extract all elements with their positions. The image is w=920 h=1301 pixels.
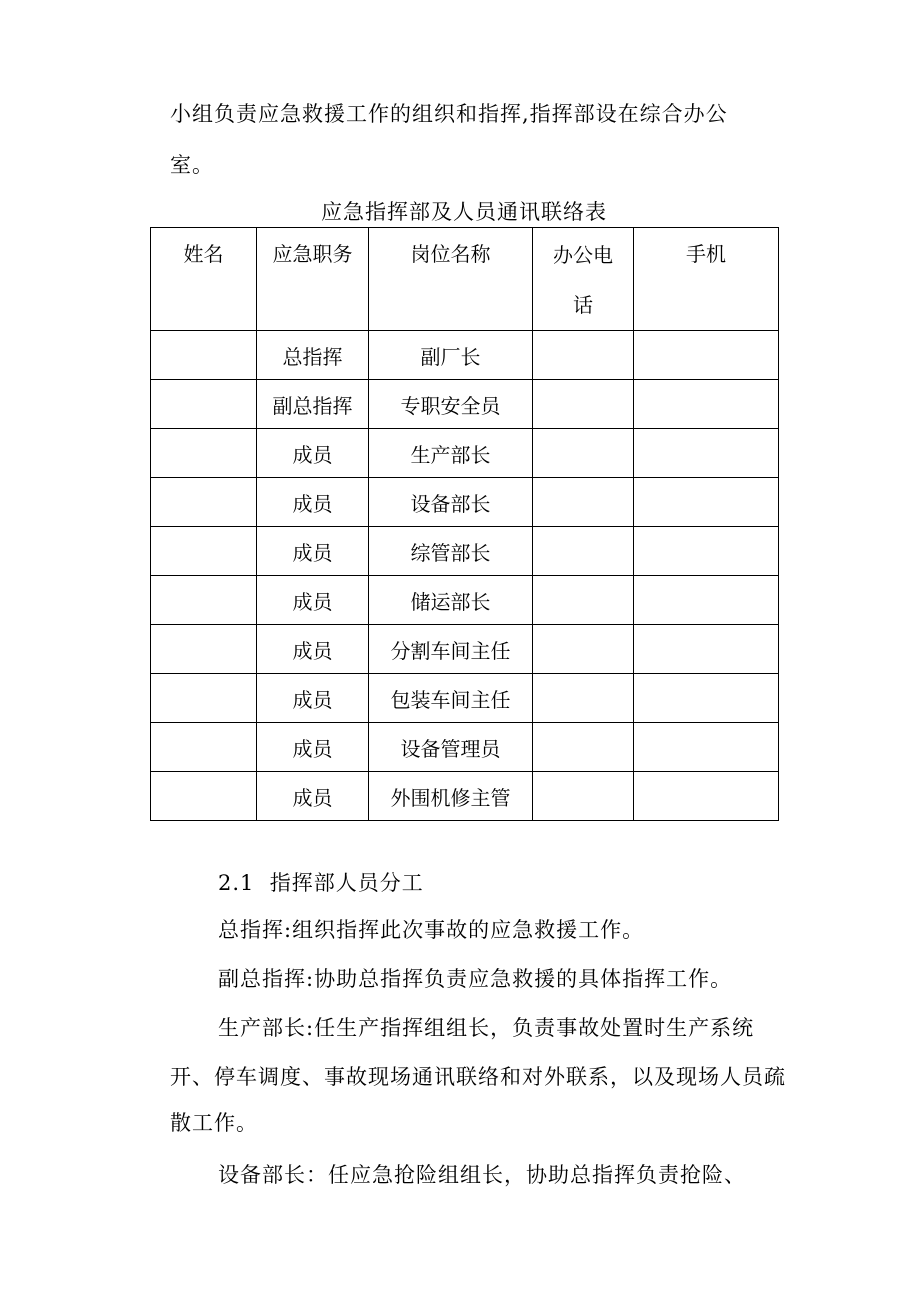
intro-line-1: 小组负责应急救援工作的组织和指挥,指挥部设在综合办公 xyxy=(170,102,728,126)
cell-role: 成员 xyxy=(257,772,369,821)
cell-office-phone xyxy=(533,527,634,576)
cell-role: 成员 xyxy=(257,576,369,625)
duty-chief-commander: 总指挥:组织指挥此次事故的应急救援工作。 xyxy=(218,918,645,942)
cell-office-phone xyxy=(533,331,634,380)
table-row xyxy=(151,331,779,380)
cell-role: 总指挥 xyxy=(257,331,369,380)
table-row xyxy=(151,625,779,674)
section-heading: 2.1 指挥部人员分工 xyxy=(218,871,424,895)
cell-name xyxy=(151,625,257,674)
cell-office-phone xyxy=(533,674,634,723)
cell-mobile xyxy=(634,772,779,821)
header-name: 姓名 xyxy=(151,228,257,331)
cell-name xyxy=(151,527,257,576)
cell-name xyxy=(151,380,257,429)
cell-office-phone xyxy=(533,576,634,625)
cell-name xyxy=(151,723,257,772)
cell-position: 副厂长 xyxy=(369,331,533,380)
intro-line-2: 室。 xyxy=(170,153,214,177)
cell-mobile xyxy=(634,527,779,576)
cell-name xyxy=(151,429,257,478)
table-row xyxy=(151,380,779,429)
cell-position: 分割车间主任 xyxy=(369,625,533,674)
cell-mobile xyxy=(634,576,779,625)
duty-equipment-line-1: 设备部长：任应急抢险组组长，协助总指挥负责抢险、 xyxy=(218,1163,746,1187)
cell-name xyxy=(151,772,257,821)
cell-office-phone xyxy=(533,380,634,429)
cell-name xyxy=(151,331,257,380)
cell-role: 成员 xyxy=(257,429,369,478)
cell-name xyxy=(151,478,257,527)
cell-office-phone xyxy=(533,723,634,772)
table-row xyxy=(151,772,779,821)
cell-position: 综管部长 xyxy=(369,527,533,576)
table-row xyxy=(151,429,779,478)
cell-position: 设备部长 xyxy=(369,478,533,527)
cell-role: 成员 xyxy=(257,723,369,772)
cell-position: 包装车间主任 xyxy=(369,674,533,723)
table-row xyxy=(151,527,779,576)
cell-role: 成员 xyxy=(257,625,369,674)
header-mobile: 手机 xyxy=(634,228,779,331)
cell-position: 储运部长 xyxy=(369,576,533,625)
table-title: 应急指挥部及人员通讯联络表 xyxy=(321,200,607,224)
header-role: 应急职务 xyxy=(257,228,369,331)
cell-mobile xyxy=(634,625,779,674)
header-position: 岗位名称 xyxy=(369,228,533,331)
cell-mobile xyxy=(634,723,779,772)
cell-mobile xyxy=(634,429,779,478)
contact-table xyxy=(150,227,779,821)
table-row xyxy=(151,576,779,625)
cell-mobile xyxy=(634,331,779,380)
cell-position: 生产部长 xyxy=(369,429,533,478)
cell-name xyxy=(151,674,257,723)
cell-mobile xyxy=(634,478,779,527)
duty-production-line-2: 开、停车调度、事故现场通讯联络和对外联系，以及现场人员疏 xyxy=(170,1065,786,1089)
cell-role: 成员 xyxy=(257,674,369,723)
cell-position: 外围机修主管 xyxy=(369,772,533,821)
cell-position: 专职安全员 xyxy=(369,380,533,429)
cell-office-phone xyxy=(533,429,634,478)
duty-deputy-commander: 副总指挥:协助总指挥负责应急救援的具体指挥工作。 xyxy=(218,967,733,991)
duty-production-line-3: 散工作。 xyxy=(170,1111,258,1135)
cell-role: 成员 xyxy=(257,478,369,527)
table-row xyxy=(151,478,779,527)
cell-role: 成员 xyxy=(257,527,369,576)
cell-mobile xyxy=(634,380,779,429)
cell-office-phone xyxy=(533,625,634,674)
cell-role: 副总指挥 xyxy=(257,380,369,429)
table-row xyxy=(151,723,779,772)
table-row xyxy=(151,674,779,723)
cell-position: 设备管理员 xyxy=(369,723,533,772)
cell-office-phone xyxy=(533,478,634,527)
duty-production-line-1: 生产部长:任生产指挥组组长，负责事故处置时生产系统 xyxy=(218,1016,755,1040)
table-header-row xyxy=(151,228,779,331)
header-office-phone: 办公电话 xyxy=(533,228,634,331)
cell-name xyxy=(151,576,257,625)
cell-mobile xyxy=(634,674,779,723)
cell-office-phone xyxy=(533,772,634,821)
